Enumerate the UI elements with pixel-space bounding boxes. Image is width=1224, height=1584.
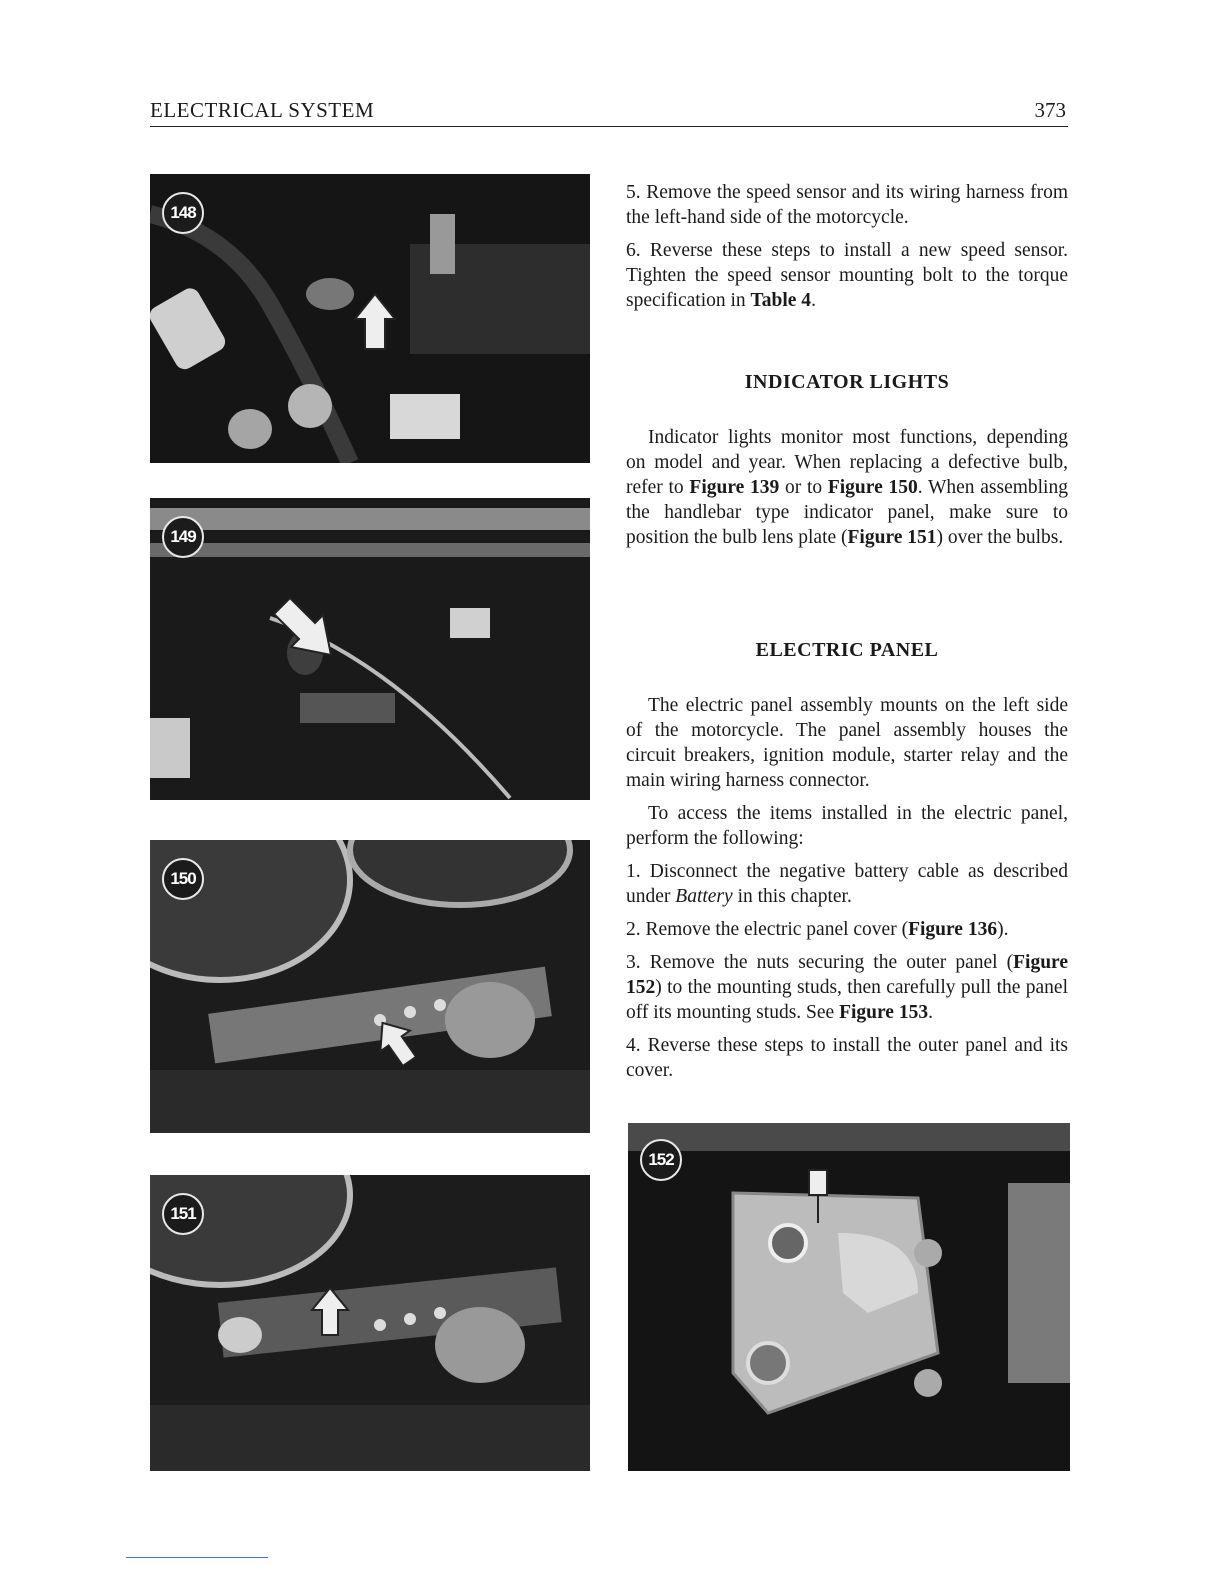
figure-reference: Figure 150 bbox=[827, 477, 918, 498]
step-number: 3. bbox=[626, 952, 641, 973]
step-text: Reverse these steps to install a new speed sensor. Tighten the speed sensor mounting bolt to the torque specification in bbox=[626, 240, 1068, 311]
step-number: 1. bbox=[626, 861, 641, 882]
text-run: Disconnect the negative battery cable as described under bbox=[626, 861, 1068, 907]
step-4 bbox=[626, 1033, 1068, 1083]
text-run: ) to the mounting studs, then carefully pull the panel off its mounting studs. See bbox=[626, 977, 1068, 1023]
figure-152-photo bbox=[628, 1123, 1070, 1471]
text-run: in this chapter. bbox=[732, 886, 852, 907]
figure-reference: Figure 136 bbox=[908, 919, 998, 940]
text-run: . bbox=[928, 1002, 933, 1023]
step-2 bbox=[626, 917, 1068, 942]
step-text: Remove the speed sensor and its wiring harness from the left-hand side of the motorcycle. bbox=[626, 182, 1068, 228]
step-number: 5. bbox=[626, 182, 641, 203]
step-number: 6. bbox=[626, 240, 641, 261]
section-heading: INDICATOR LIGHTS bbox=[744, 371, 950, 393]
paragraph: The electric panel assembly mounts on the left side of the motorcycle. The panel assembly houses the circuit breakers, ignition module, starter relay and the main wiring harness connector. bbox=[626, 695, 1068, 791]
table-reference: Table 4 bbox=[750, 290, 812, 311]
text-run: ). bbox=[997, 919, 1009, 940]
step-3 bbox=[626, 950, 1068, 1025]
paragraph: To access the items installed in the electric panel, perform the following: bbox=[626, 803, 1068, 849]
electric-panel-section bbox=[626, 638, 1068, 1091]
indicator-lights-section bbox=[626, 370, 1068, 558]
figure-number-badge: 150 bbox=[162, 858, 204, 900]
figure-number-badge: 152 bbox=[640, 1139, 682, 1181]
footer-rule bbox=[126, 1557, 268, 1558]
section-heading: ELECTRIC PANEL bbox=[755, 639, 939, 661]
figure-reference: Figure 151 bbox=[847, 527, 937, 548]
page-number: 373 bbox=[1034, 98, 1066, 122]
page-header bbox=[150, 98, 1068, 127]
paragraph bbox=[626, 425, 1068, 550]
speed-sensor-steps bbox=[626, 180, 1068, 321]
figure-number-badge: 148 bbox=[162, 192, 204, 234]
figure-150-photo bbox=[150, 840, 590, 1133]
text-run: . When assembling the handlebar type indicator panel, make sure to position the bulb lens plate ( bbox=[626, 477, 1068, 548]
figure-149-photo bbox=[150, 498, 590, 800]
text-run: or to bbox=[779, 477, 828, 498]
text-run: Indicator lights monitor most functions, depending on model and year. When replacing a defective bulb, refer to bbox=[626, 427, 1068, 498]
section-reference: Battery bbox=[675, 886, 733, 907]
section-title: ELECTRICAL SYSTEM bbox=[150, 98, 375, 122]
text-run: Reverse these steps to install the outer panel and its cover. bbox=[626, 1035, 1068, 1081]
step-5 bbox=[626, 180, 1068, 230]
step-number: 2. bbox=[626, 919, 641, 940]
step-1 bbox=[626, 859, 1068, 909]
step-number: 4. bbox=[626, 1035, 641, 1056]
text-run: ) over the bulbs. bbox=[936, 527, 1064, 548]
figure-number-badge: 149 bbox=[162, 516, 204, 558]
step-text-end: . bbox=[811, 290, 816, 311]
figure-reference: Figure 153 bbox=[839, 1002, 929, 1023]
step-6 bbox=[626, 238, 1068, 313]
figure-reference: Figure 152 bbox=[626, 952, 1068, 998]
text-run: Remove the electric panel cover ( bbox=[645, 919, 909, 940]
text-run: Remove the nuts securing the outer panel ( bbox=[649, 952, 1014, 973]
figure-151-photo bbox=[150, 1175, 590, 1471]
figure-reference: Figure 139 bbox=[689, 477, 780, 498]
figure-148-photo bbox=[150, 174, 590, 463]
figure-number-badge: 151 bbox=[162, 1193, 204, 1235]
